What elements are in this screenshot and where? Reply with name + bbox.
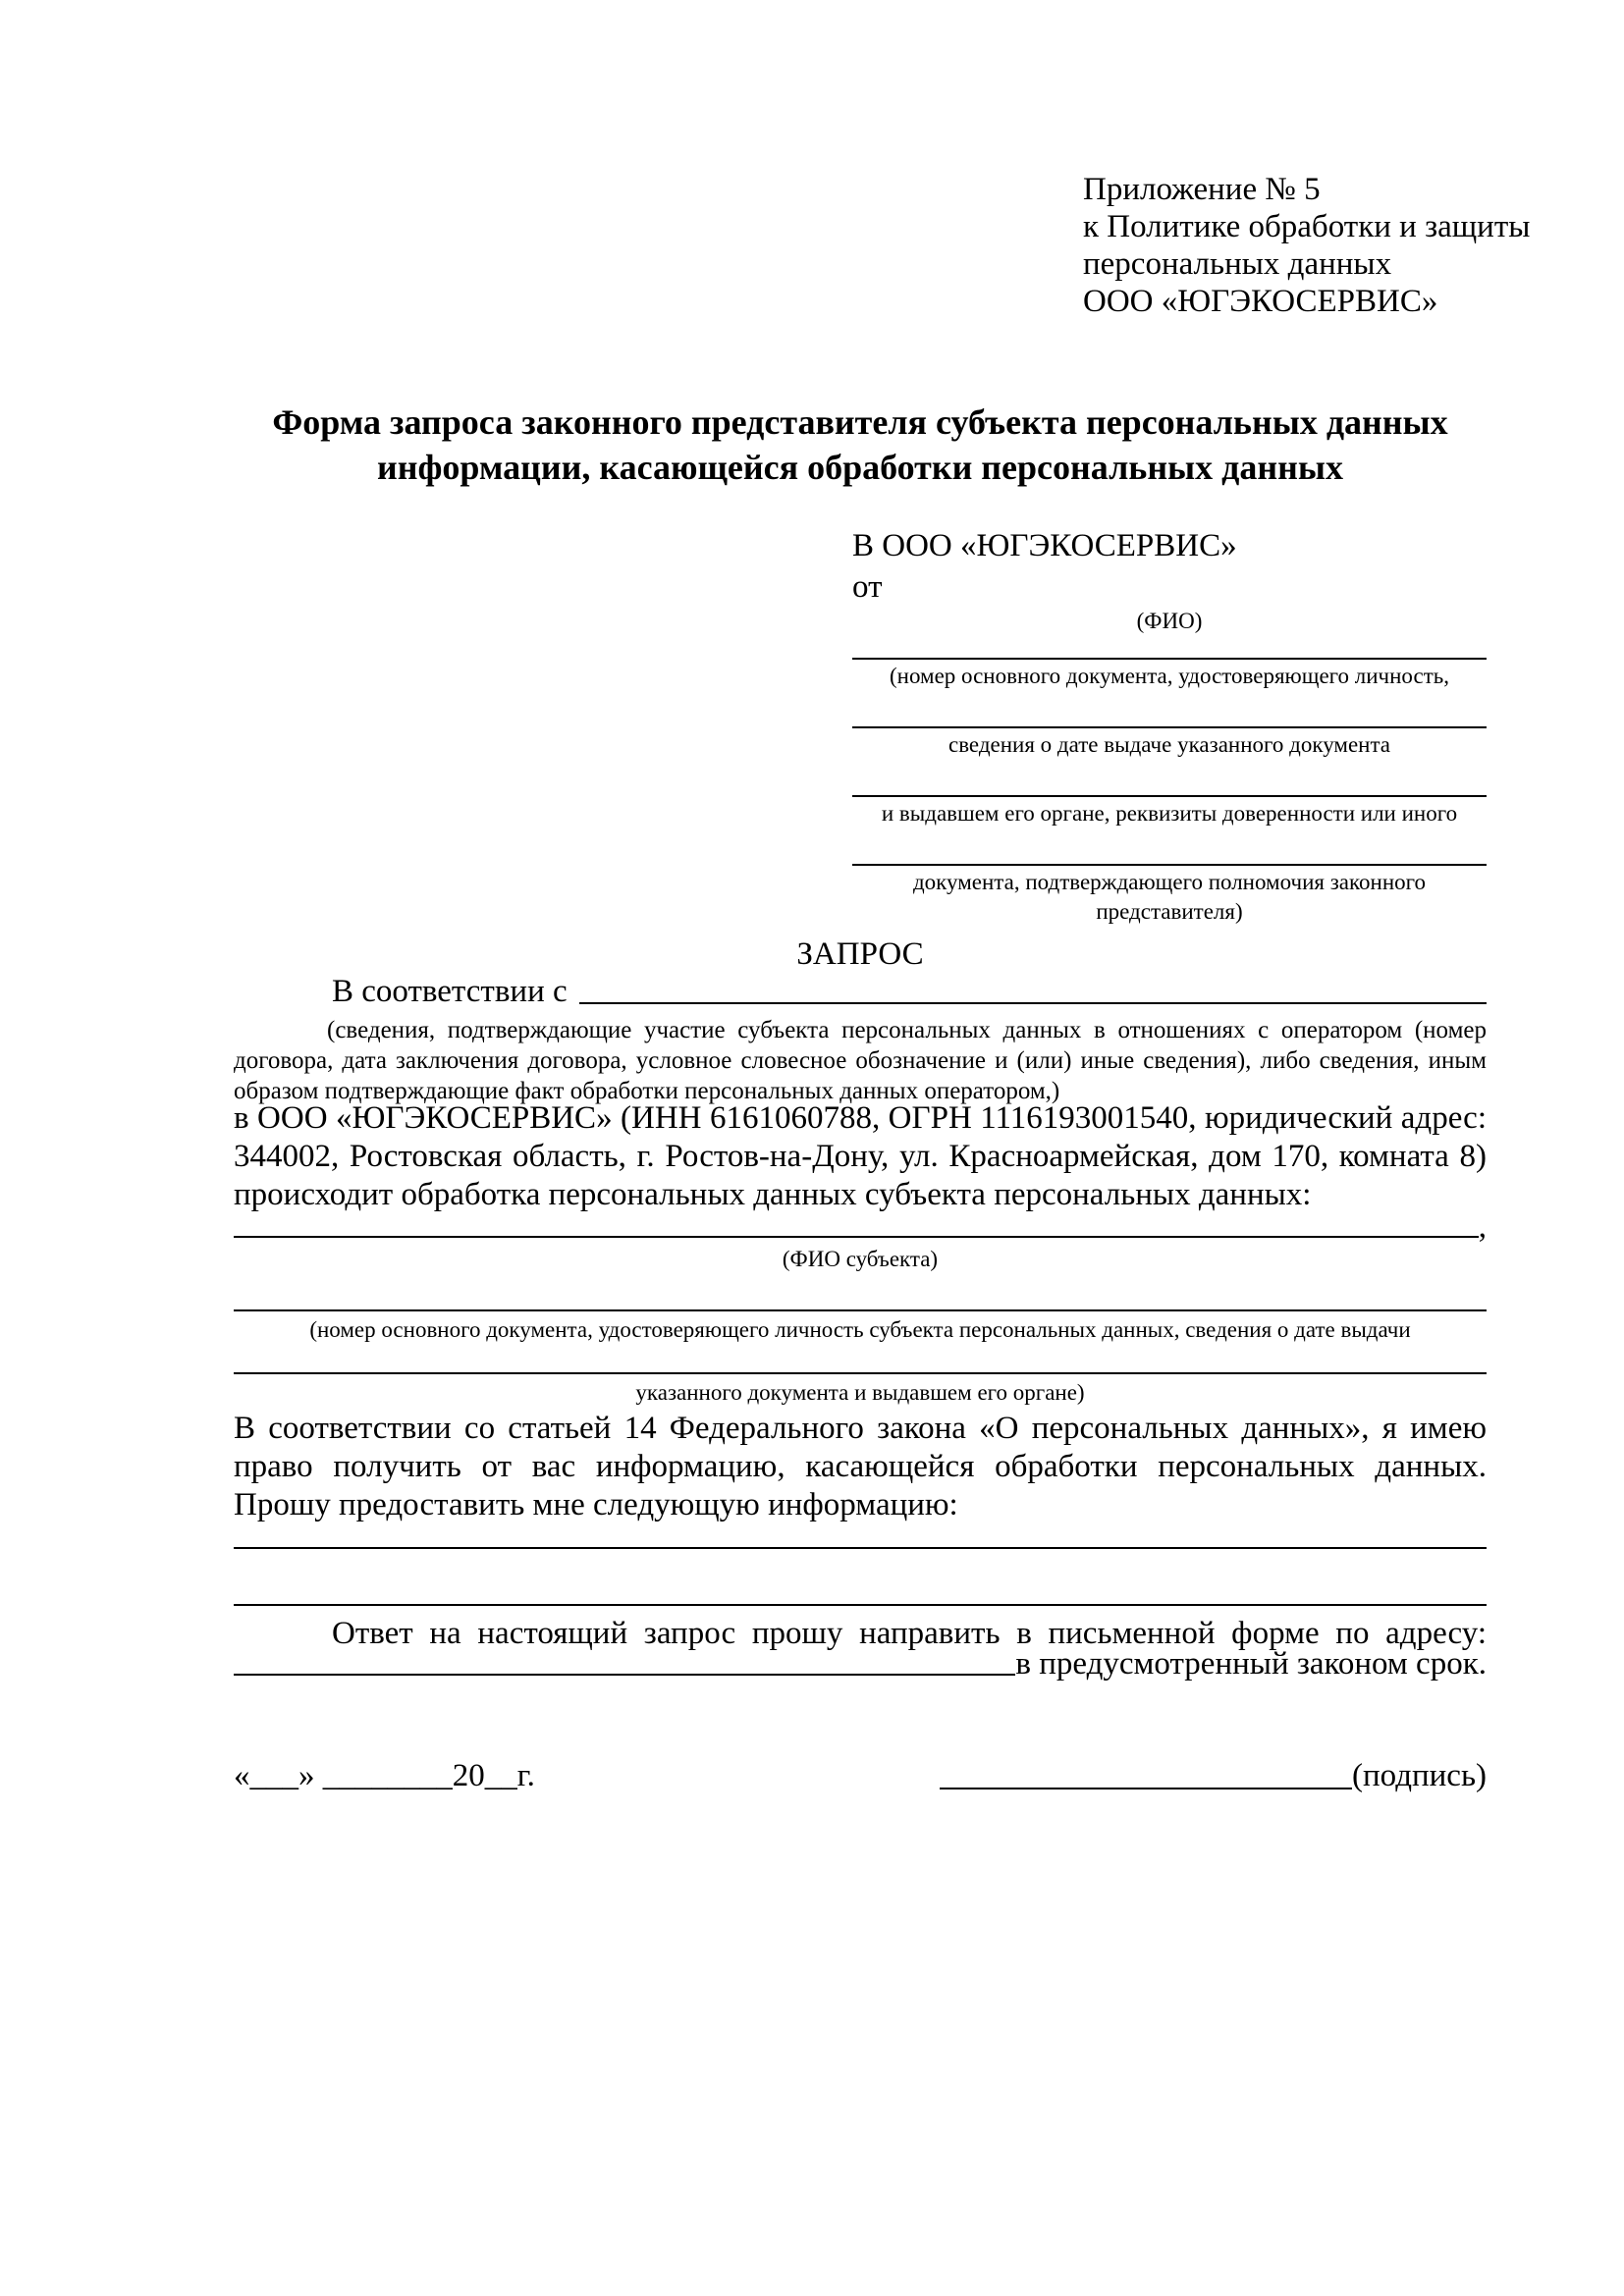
- signature-blank-line: [940, 1757, 1352, 1789]
- requested-info-blank-line-1: [234, 1512, 1487, 1549]
- issue-date-blank-line: [852, 691, 1487, 728]
- date-line: «___» ________20__г.: [234, 1758, 535, 1793]
- authority-document-blank-line: [852, 828, 1487, 866]
- document-title-line-1: Форма запроса законного представителя субъекта персональных данных: [272, 402, 1448, 442]
- subject-fio-caption: (ФИО субъекта): [782, 1247, 939, 1271]
- subject-doc-caption-1: (номер основного документа, удостоверяющего личность субъекта персональных данных, сведения о дате выдачи: [309, 1317, 1411, 1342]
- field-caption-3: и выдавшем его органе, реквизиты доверенности или иного: [881, 801, 1458, 826]
- subject-name-blank-line: [234, 1211, 1479, 1238]
- reply-address-blank-line: [234, 1647, 1015, 1676]
- lead-text: В соответствии с: [332, 974, 568, 1009]
- subject-document-blank-line: [234, 1276, 1487, 1311]
- lead-field: [234, 974, 1487, 1009]
- field-caption-4: документа, подтверждающего полномочия законного представителя): [912, 870, 1426, 924]
- rights-paragraph: В соответствии со статьей 14 Федерального закона «О персональных данных», я имею право получить от вас информацию, касающейся обработки персональных данных. Прошу предоставить мне следующую информацию:: [234, 1411, 1487, 1522]
- signature-field: [940, 1757, 1487, 1794]
- document-number-blank-line: [852, 636, 1487, 660]
- appendix-header-line: персональных данных: [1083, 246, 1392, 282]
- subject-doc-caption-2: указанного документа и выдавшем его органе): [635, 1380, 1085, 1405]
- footer-row: [234, 1757, 1487, 1794]
- subject-name-field: [234, 1211, 1487, 1243]
- lead-blank-line: [579, 974, 1487, 1004]
- fio-caption: (ФИО): [1136, 609, 1203, 633]
- appendix-header-line: Приложение № 5: [1083, 172, 1321, 207]
- issuing-authority-blank-line: [852, 760, 1487, 797]
- reply-paragraph: Ответ на настоящий запрос прошу направить в письменной форме по адресу:: [332, 1616, 1487, 1651]
- document-title-line-2: информации, касающейся обработки персональных данных: [377, 448, 1343, 487]
- subject-line-comma: ,: [1478, 1209, 1487, 1245]
- addressee-organization: В ООО «ЮГЭКОСЕРВИС»: [852, 528, 1237, 563]
- requested-info-blank-line-2: [234, 1569, 1487, 1606]
- document-title: [234, 400, 1487, 490]
- appendix-header-line: ООО «ЮГЭКОСЕРВИС»: [1083, 284, 1438, 319]
- field-caption-2: сведения о дате выдаче указанного документа: [947, 732, 1391, 757]
- reply-address-field: [234, 1647, 1487, 1681]
- addressee-block: [852, 524, 1487, 924]
- appendix-header: [1083, 171, 1530, 320]
- appendix-header-line: к Политике обработки и защиты: [1083, 209, 1531, 244]
- from-label: от: [852, 569, 883, 605]
- field-caption-1: (номер основного документа, удостоверяющего личность,: [889, 664, 1449, 688]
- request-heading: ЗАПРОС: [796, 936, 924, 972]
- subject-issuing-authority-blank-line: [234, 1339, 1487, 1374]
- signature-caption: (подпись): [1352, 1758, 1487, 1793]
- from-field: [852, 569, 1487, 605]
- operator-paragraph: в ООО «ЮГЭКОСЕРВИС» (ИНН 6161060788, ОГРН 1116193001540, юридический адрес: 344002, Ростовская область, г. Ростов-на-Дону, ул. Красноармейская, дом 170, комната 8) происходит обработка персональных данных субъекта персональных данных:: [234, 1100, 1487, 1212]
- reply-tail-text: в предусмотренный законом срок.: [1015, 1646, 1487, 1682]
- lead-note: (сведения, подтверждающие участие субъекта персональных данных в отношениях с оператором (номер договора, дата заключения договора, условное словесное обозначение и (или) иные сведения), либо сведения, иным образом подтверждающие факт обработки персональных данных оператором,): [234, 1017, 1487, 1104]
